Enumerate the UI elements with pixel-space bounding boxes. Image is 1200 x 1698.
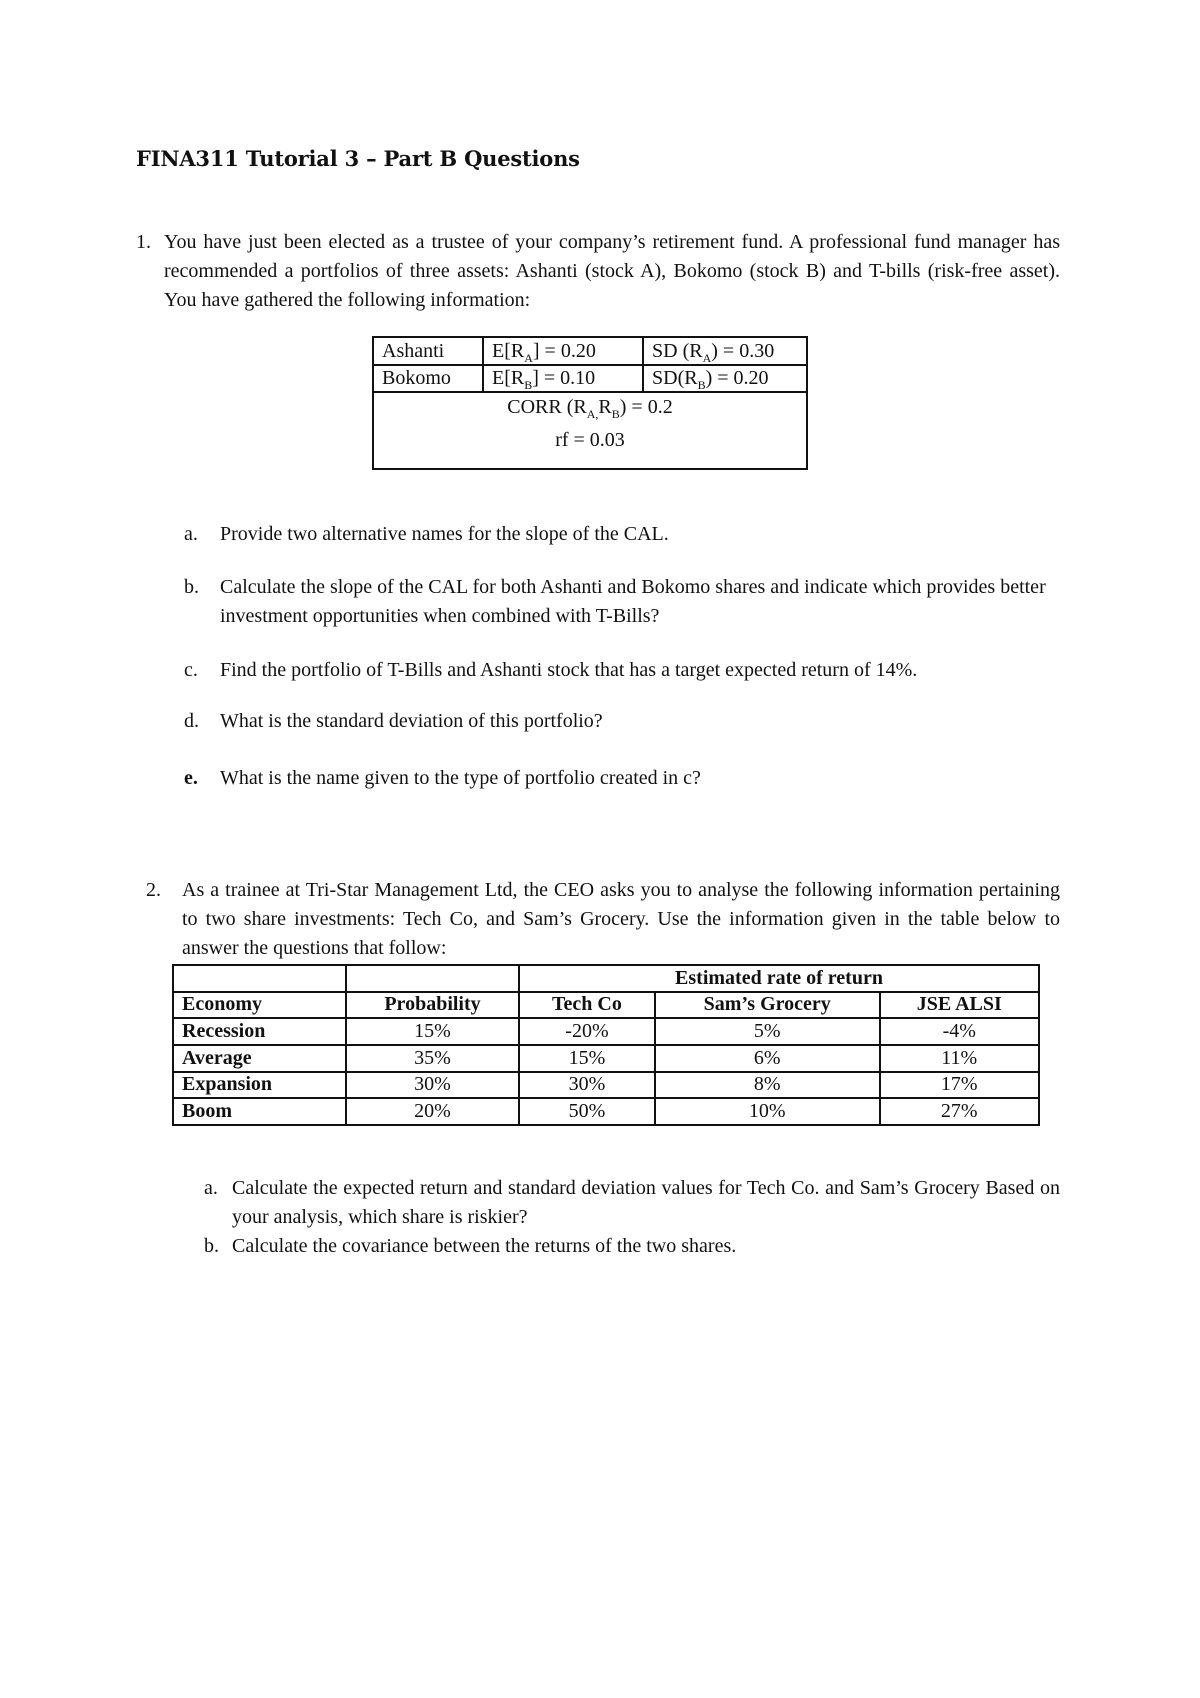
question-number: 1.: [136, 231, 151, 253]
correlation: CORR $(R_{A,}R_B) = 0.2$: [507, 396, 673, 421]
table-row: Average 35% 15% 6% 11%: [173, 1045, 1039, 1072]
table-row: [374, 365, 806, 393]
standard-deviation: SD $(R_A) = 0.30$: [652, 340, 775, 365]
expected-return: $E[R_A] = 0.20$: [484, 338, 644, 364]
rate-of-return-table: [172, 964, 1040, 1126]
expected-return: $E[R_B] = 0.10$: [484, 365, 644, 391]
asset-info-table: [372, 336, 808, 470]
question-number: 2.: [146, 879, 161, 901]
list-item: e. What is the name given to the type of portfolio created in c?: [184, 767, 701, 789]
correlation-and-rf: [374, 394, 806, 453]
table-row: Boom 20% 50% 10% 27%: [173, 1098, 1039, 1125]
list-item: b. Calculate the slope of the CAL for both Ashanti and Bokomo shares and indicate which provides better investment opportunities when combined with T-Bills?: [184, 576, 1046, 627]
question-2: [146, 876, 1060, 963]
question-text: You have just been elected as a trustee of your company’s retirement fund. A professional fund manager has recommended a portfolios of three assets: Ashanti (stock A), Bokomo (stock B) and T-bills (risk-free asset). You have gathered the following information:: [164, 231, 1060, 311]
table-row: [374, 338, 806, 366]
column-header: Sam’s Grocery: [655, 992, 880, 1019]
column-header: Tech Co: [519, 992, 655, 1019]
asset-name: Bokomo: [374, 365, 484, 391]
asset-name: Ashanti: [374, 338, 484, 364]
risk-free-rate: rf = 0.03: [555, 429, 625, 451]
table-row: Expansion 30% 30% 8% 17%: [173, 1072, 1039, 1099]
column-header: Economy: [173, 992, 346, 1019]
question-1: [136, 228, 1060, 315]
group-header: Estimated rate of return: [519, 965, 1039, 992]
column-header: Probability: [346, 992, 519, 1019]
column-header: JSE ALSI: [880, 992, 1039, 1019]
list-item: d. What is the standard deviation of this portfolio?: [184, 710, 603, 732]
table-row: [173, 965, 1039, 992]
list-item: a. Provide two alternative names for the slope of the CAL.: [184, 523, 669, 545]
page-title: FINA311 Tutorial 3 – Part B Questions: [136, 146, 580, 171]
standard-deviation: $SD(R_B) = 0.20$: [652, 367, 769, 392]
list-item: a. Calculate the expected return and standard deviation values for Tech Co. and Sam’s Grocery Based on your analysis, which share is riskier?: [204, 1177, 1060, 1228]
table-header-row: [173, 992, 1039, 1019]
list-item: b. Calculate the covariance between the returns of the two shares.: [204, 1235, 737, 1257]
question-text: As a trainee at Tri-Star Management Ltd, the CEO asks you to analyse the following information pertaining to two share investments: Tech Co, and Sam’s Grocery. Use the information given in the table below to answer the questions that follow:: [182, 879, 1060, 959]
table-row: Recession 15% -20% 5% -4%: [173, 1018, 1039, 1045]
list-item: c. Find the portfolio of T-Bills and Ashanti stock that has a target expected return of 14%.: [184, 659, 918, 681]
